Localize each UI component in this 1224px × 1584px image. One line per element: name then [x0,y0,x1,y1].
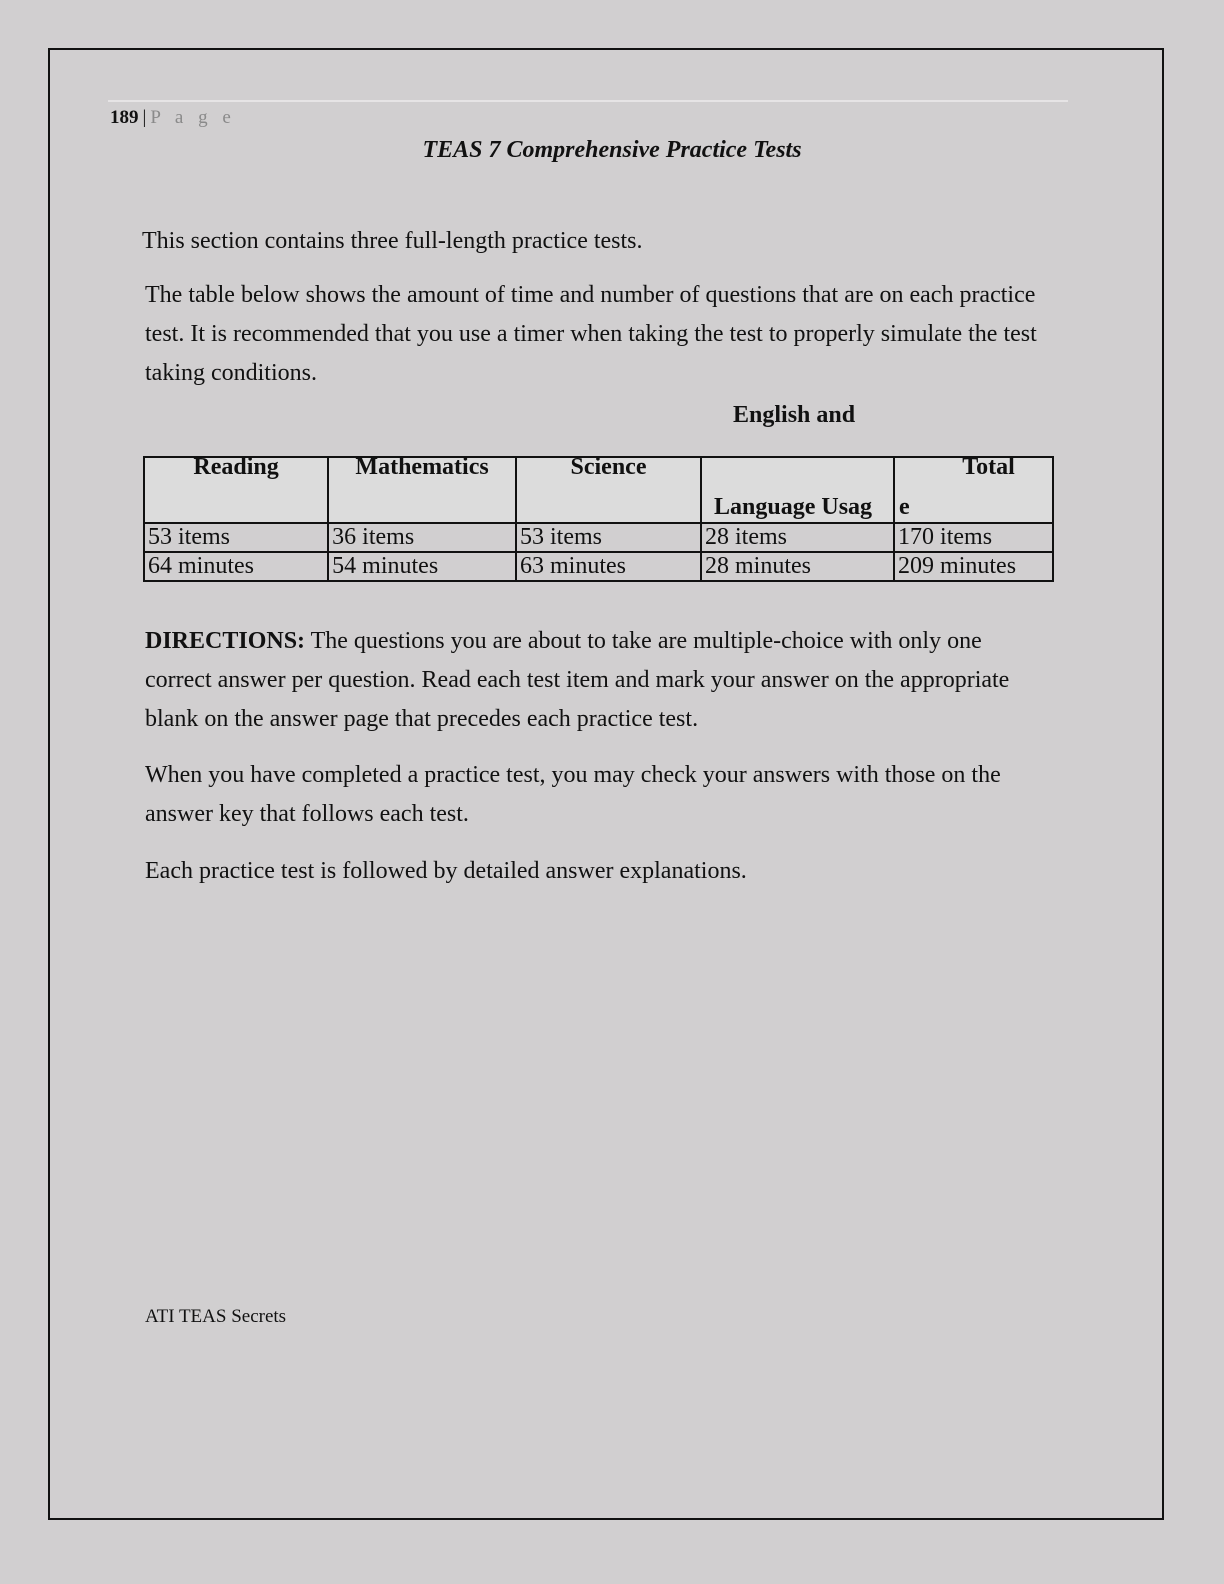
explanations-paragraph: Each practice test is followed by detailed answer explanations. [145,858,747,884]
table-cell: 63 minutes [516,552,701,581]
table-cell: 64 minutes [144,552,328,581]
directions-label: DIRECTIONS: [145,628,306,654]
directions-paragraph [145,622,1045,739]
header-total-extra: e [899,494,910,520]
table-cell: 28 minutes [701,552,894,581]
test-sections-table [143,456,1054,582]
header-reading: Reading [144,457,328,523]
table-row [144,523,1053,552]
table-cell: 36 items [328,523,516,552]
intro-paragraph: This section contains three full-length practice tests. [142,228,643,254]
directions-text: The questions you are about to take are multiple-choice with only one correct answer per question. Read each test item and mark your answer on the appropriate blank on the answer page that precedes each practice test. [145,628,1010,732]
answer-key-paragraph: When you have completed a practice test, you may check your answers with those on the answer key that follows each test. [145,762,1001,827]
page-number: 189 [110,107,139,128]
header-language-usage: Language Usag [701,457,894,523]
table-row [144,552,1053,581]
table-cell: 53 items [144,523,328,552]
page-title: TEAS 7 Comprehensive Practice Tests [422,137,802,163]
table-header-row [144,457,1053,523]
footer-text: ATI TEAS Secrets [145,1306,287,1327]
header-total-label: Total [962,454,1015,480]
header-rule [108,100,1068,102]
table-cell: 53 items [516,523,701,552]
page-separator: | [142,107,147,128]
table-cell: 209 minutes [894,552,1053,581]
table-cell: 54 minutes [328,552,516,581]
header-science: Science [516,457,701,523]
table-description-paragraph: The table below shows the amount of time and number of questions that are on each practice test. It is recommended that you use a timer when taking the test to properly simulate the test taking conditions. [145,282,1037,386]
page-number-header [110,107,236,129]
header-mathematics: Mathematics [328,457,516,523]
page-word: P a g e [150,107,236,128]
table-cell: 28 items [701,523,894,552]
table-cell: 170 items [894,523,1053,552]
table-header-overflow: English and [733,402,856,428]
header-total [894,454,1053,523]
